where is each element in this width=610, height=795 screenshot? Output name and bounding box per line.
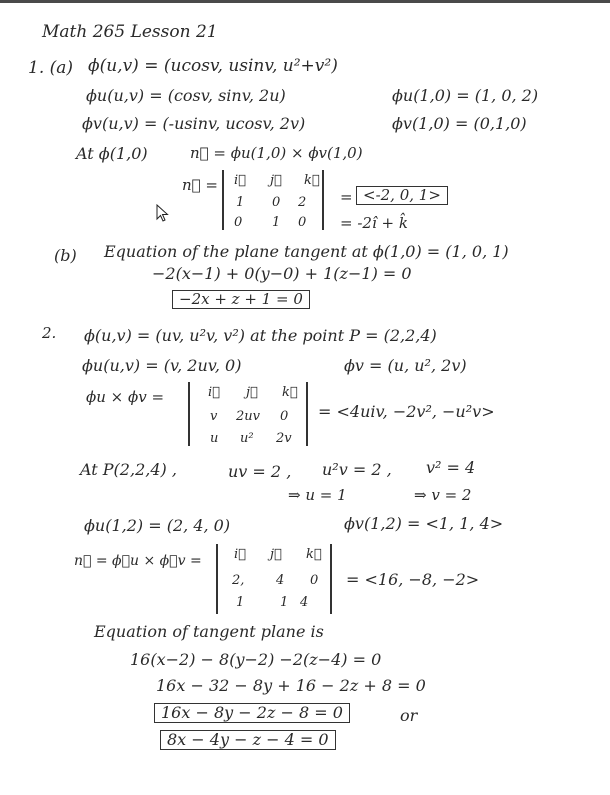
- p2-phi-u-at: ϕu(1,2) = (2, 4, 0): [84, 516, 231, 535]
- eq-u2v: u²v = 2 ,: [322, 460, 392, 479]
- det2-r3c3: 2v: [276, 431, 292, 446]
- det2-r3c2: u²: [240, 431, 254, 446]
- page-title: Math 265 Lesson 21: [42, 22, 218, 42]
- or-label: or: [400, 706, 418, 725]
- plane-final: −2x + z + 1 = 0: [172, 290, 310, 309]
- mouse-cursor-icon: [156, 204, 170, 224]
- plane-eq: −2(x−1) + 0(y−0) + 1(z−1) = 0: [152, 264, 412, 283]
- det3-i: i⃗: [234, 547, 246, 562]
- normal-lhs: n⃗ =: [182, 176, 218, 194]
- p2-phi-v-at: ϕv(1,2) = <1, 1, 4>: [344, 514, 504, 533]
- det3-r3c3: 4: [300, 595, 309, 610]
- det3-r3c2: 1: [280, 595, 289, 610]
- det1-r2c3: 2: [298, 195, 307, 210]
- det1-result2: = -2î + k̂: [340, 214, 408, 232]
- p2-normal-lhs: n⃗ = ϕ⃗u × ϕ⃗v =: [74, 553, 202, 569]
- p2-phi-v: ϕv = (u, u², 2v): [344, 356, 467, 375]
- det3-r3c1: 1: [236, 595, 245, 610]
- det1-equals: =: [340, 188, 353, 206]
- phi-v: ϕv(u,v) = (-usinv, ucosv, 2v): [82, 114, 306, 133]
- det2-r2c2: 2uv: [236, 409, 260, 424]
- p2-normal-result: = <16, −8, −2>: [346, 570, 480, 589]
- problem1-param: ϕ(u,v) = (ucosv, usinv, u²+v²): [88, 56, 338, 76]
- det3-r2c1: 2,: [232, 573, 245, 588]
- det1-r2c1: 1: [236, 195, 245, 210]
- det2-left-bar: [188, 382, 190, 446]
- top-border: [0, 0, 610, 3]
- det2-i: i⃗: [208, 385, 220, 400]
- problem1-label: 1. (a): [28, 58, 74, 78]
- sol-u: ⇒ u = 1: [288, 486, 347, 504]
- det3-right-bar: [330, 544, 332, 614]
- det1-r2c2: 0: [272, 195, 281, 210]
- eq-v2: v² = 4: [426, 458, 476, 477]
- det1-result: <-2, 0, 1>: [356, 186, 448, 205]
- det2-r2c1: v: [210, 409, 218, 424]
- p2-cross-lhs: ϕu × ϕv =: [86, 388, 165, 406]
- det3-r2c3: 0: [310, 573, 319, 588]
- phi-u-at: ϕu(1,0) = (1, 0, 2): [392, 86, 539, 105]
- det2-right-bar: [306, 382, 308, 446]
- det3-r2c2: 4: [276, 573, 285, 588]
- det1-i: i⃗: [234, 173, 246, 188]
- det1-k: k⃗: [304, 173, 320, 188]
- tangent-label: Equation of tangent plane is: [94, 622, 324, 641]
- det1-r3c2: 1: [272, 215, 281, 230]
- problem2-label: 2.: [42, 324, 57, 342]
- p2-cross-result: = <4uiv, −2v², −u²v>: [318, 402, 495, 421]
- eq-uv: uv = 2 ,: [228, 462, 292, 481]
- problem2-param: ϕ(u,v) = (uv, u²v, v²) at the point P = (2,2,4): [84, 326, 437, 345]
- det3-j: j⃗: [270, 547, 282, 562]
- final-eq2: 8x − 4y − z − 4 = 0: [160, 730, 336, 750]
- det1-r3c3: 0: [298, 215, 307, 230]
- det1-j: j⃗: [270, 173, 282, 188]
- final-eq1: 16x − 8y − 2z − 8 = 0: [154, 703, 350, 723]
- part-b-label: (b): [54, 246, 77, 265]
- det1-right-bar: [322, 170, 324, 230]
- p2-phi-u: ϕu(u,v) = (v, 2uv, 0): [82, 356, 242, 375]
- det2-j: j⃗: [246, 385, 258, 400]
- det2-k: k⃗: [282, 385, 298, 400]
- phi-v-at: ϕv(1,0) = (0,1,0): [392, 114, 527, 133]
- det1-r3c1: 0: [234, 215, 243, 230]
- part-b-text: Equation of the plane tangent at ϕ(1,0) = (1, 0, 1): [104, 242, 509, 261]
- normal-def: n⃗ = ϕu(1,0) × ϕv(1,0): [190, 144, 363, 162]
- eq-line1: 16(x−2) − 8(y−2) −2(z−4) = 0: [130, 650, 382, 669]
- sol-v: ⇒ v = 2: [414, 486, 472, 504]
- phi-u: ϕu(u,v) = (cosv, sinv, 2u): [86, 86, 286, 105]
- det3-left-bar: [216, 544, 218, 614]
- det3-k: k⃗: [306, 547, 322, 562]
- det2-r3c1: u: [210, 431, 219, 446]
- det1-left-bar: [222, 170, 224, 230]
- det2-r2c3: 0: [280, 409, 289, 424]
- at-point: At ϕ(1,0): [76, 144, 148, 163]
- eq-line2: 16x − 32 − 8y + 16 − 2z + 8 = 0: [156, 676, 426, 695]
- at-p: At P(2,2,4) ,: [80, 460, 177, 479]
